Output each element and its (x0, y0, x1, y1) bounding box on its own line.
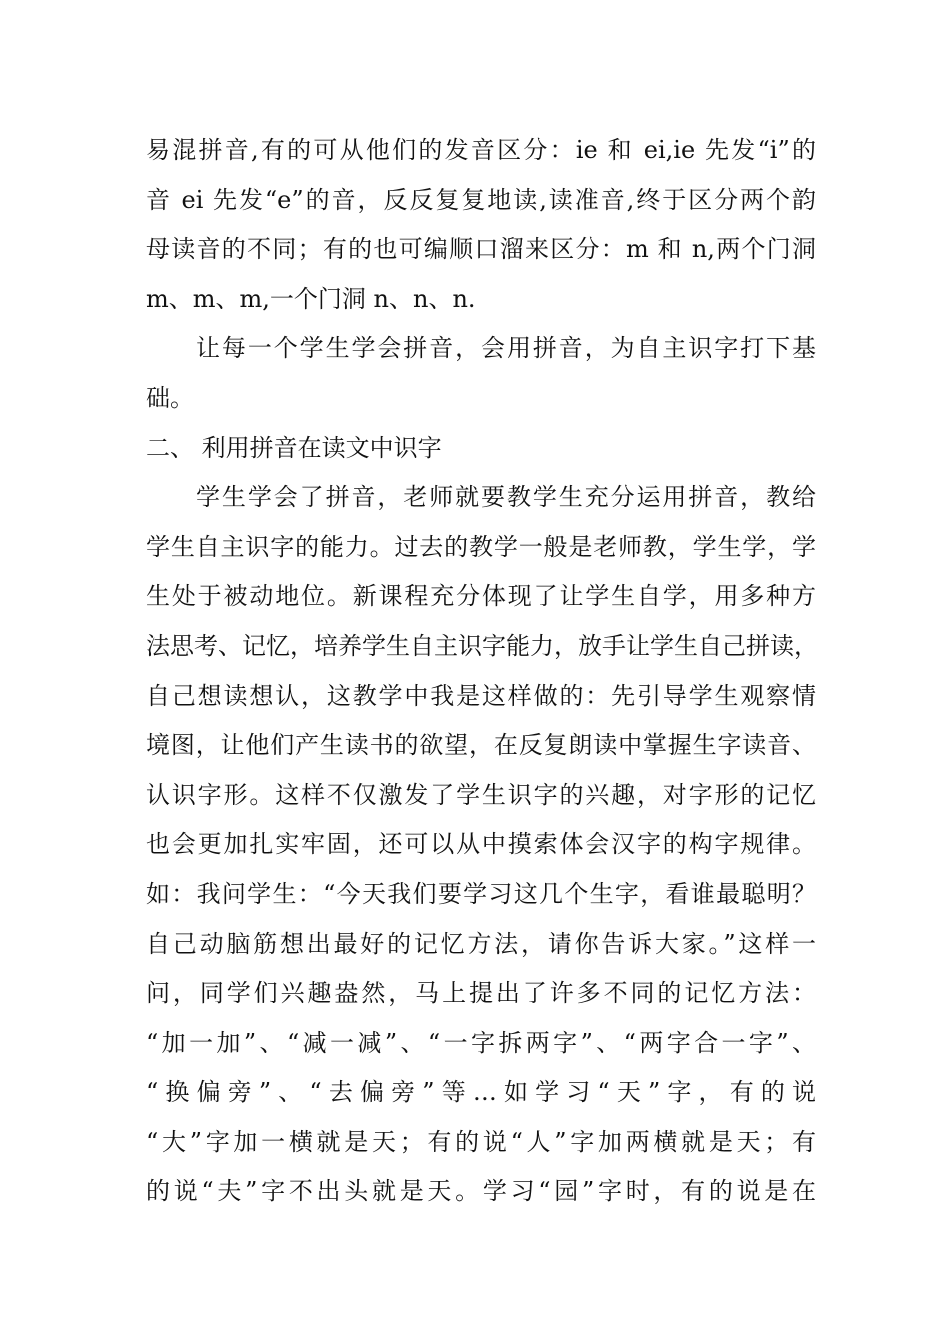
text-line: 认识字形。这样不仅激发了学生识字的兴趣，对字形的记忆 (146, 780, 816, 809)
text-line: 学生学会了拼音，老师就要教学生充分运用拼音，教给 (196, 483, 816, 512)
text-line: 易混拼音,有的可从他们的发音区分：ie 和 ei,ie 先发“i”的 (146, 136, 816, 164)
text-line: 学生自主识字的能力。过去的教学一般是老师教，学生学，学 (146, 532, 816, 561)
text-line: 音 ei 先发“e”的音，反反复复地读,读准音,终于区分两个韵 (146, 185, 816, 214)
text-line: 让每一个学生学会拼音，会用拼音，为自主识字打下基 (196, 334, 816, 363)
text-line: 的说“夫”字不出头就是天。学习“园”字时，有的说是在 (146, 1177, 816, 1206)
text-line: “加一加”、“减一减”、“一字拆两字”、“两字合一字”、 (146, 1028, 816, 1057)
text-line: 境图，让他们产生读书的欲望，在反复朗读中掌握生字读音、 (146, 731, 816, 760)
text-line: 问，同学们兴趣盎然，马上提出了许多不同的记忆方法： (146, 979, 816, 1008)
text-line: 础。 (146, 383, 194, 412)
text-line: 法思考、记忆，培养学生自主识字能力，放手让学生自己拼读， (146, 631, 818, 660)
text-line: 生处于被动地位。新课程充分体现了让学生自学，用多种方 (146, 582, 816, 611)
body-text (146, 126, 816, 1217)
text-line: 自己想读想认，这教学中我是这样做的：先引导学生观察情 (146, 681, 816, 710)
text-line: 自己动脑筋想出最好的记忆方法，请你告诉大家。”这样一 (146, 929, 816, 958)
text-line: 如：我问学生：“今天我们要学习这几个生字，看谁最聪明？ (146, 879, 816, 908)
section-heading: 二、 利用拼音在读文中识字 (146, 433, 442, 462)
text-line: 也会更加扎实牢固，还可以从中摸索体会汉字的构字规律。 (146, 830, 816, 859)
text-line: “大”字加一横就是天；有的说“人”字加两横就是天；有 (146, 1127, 816, 1156)
text-line: “换偏旁”、“去偏旁”等…如学习“天”字，有的说 (146, 1078, 816, 1107)
text-line: 母读音的不同；有的也可编顺口溜来区分：m 和 n,两个门洞 (146, 235, 816, 264)
text-line: m、m、m,一个门洞 n、n、n. (146, 284, 476, 313)
